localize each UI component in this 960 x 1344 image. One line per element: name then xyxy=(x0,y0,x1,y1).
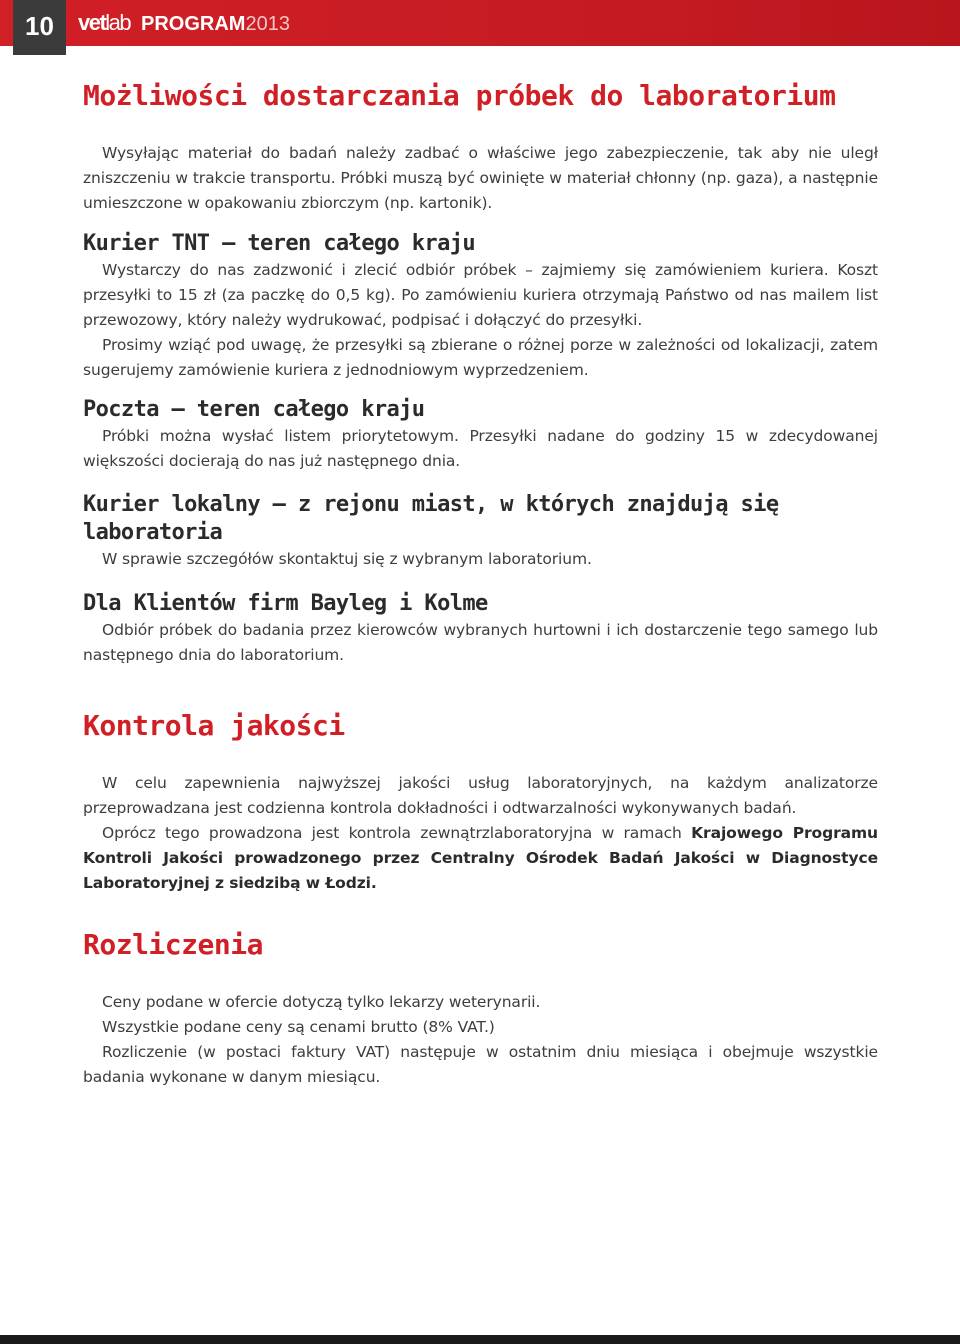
post-paragraph: Próbki można wysłać listem priorytetowym. Przesyłki nadane do godziny 15 w zdecydowanej większości docierają do nas już następnego dnia. xyxy=(83,427,878,470)
program-word: PROGRAM xyxy=(141,13,246,35)
vetlab-logo xyxy=(78,10,130,36)
logo-vet: vet xyxy=(78,10,106,35)
quality-paragraph-1: W celu zapewnienia najwyższej jakości usług laboratoryjnych, na każdym analizatorze przeprowadzana jest codzienna kontrola dokładności i odtwarzalności wykonywanych badań. xyxy=(83,774,878,817)
tnt-heading: Kurier TNT – teren całego kraju xyxy=(83,231,475,256)
local-courier-heading: Kurier lokalny – z rejonu miast, w których znajdują się laboratoria xyxy=(83,492,779,545)
clients-heading: Dla Klientów firm Bayleg i Kolme xyxy=(83,591,488,616)
billing-paragraph-1: Ceny podane w ofercie dotyczą tylko lekarzy weterynarii. xyxy=(102,993,541,1011)
tnt-paragraph-2: Prosimy wziąć pod uwagę, że przesyłki są zbierane o różnej porze w zależności od lokalizacji, zatem sugerujemy zamówienie kuriera z jednodniowym wyprzedzeniem. xyxy=(83,336,878,379)
local-courier-paragraph: W sprawie szczegółów skontaktuj się z wybranym laboratorium. xyxy=(102,550,592,568)
logo-lab: lab xyxy=(105,10,131,35)
program-year: 2013 xyxy=(245,13,290,35)
quality-program-name: Krajowego Programu Kontroli Jakości prowadzonego przez Centralny Ośrodek Badań Jakości w Diagnostyce Laboratoryjnej z siedzibą w Łodzi. xyxy=(83,824,878,892)
page-number: 10 xyxy=(13,0,66,55)
quality-paragraph-2 xyxy=(83,821,878,896)
quality-title: Kontrola jakości xyxy=(83,709,345,742)
clients-paragraph: Odbiór próbek do badania przez kierowców wybranych hurtowni i ich dostarczenie tego samego lub następnego dnia do laboratorium. xyxy=(83,621,878,664)
program-title xyxy=(141,11,290,37)
page-content xyxy=(83,78,878,1090)
tnt-paragraph-1: Wystarczy do nas zadzwonić i zlecić odbiór próbek – zajmiemy się zamówieniem kuriera. Koszt przesyłki to 15 zł (za paczkę do 0,5 kg). Po zamówieniu kuriera otrzymają Państwo od nas mailem list przewozowy, który należy wydrukować, podpisać i dołączyć do przesyłki. xyxy=(83,261,878,329)
post-heading: Poczta – teren całego kraju xyxy=(83,397,425,422)
billing-paragraph-3: Rozliczenie (w postaci faktury VAT) następuje w ostatnim dniu miesiąca i obejmuje wszystkie badania wykonane w danym miesiącu. xyxy=(83,1043,878,1086)
billing-paragraph-2: Wszystkie podane ceny są cenami brutto (8% VAT.) xyxy=(102,1018,495,1036)
delivery-title: Możliwości dostarczania próbek do laboratorium xyxy=(83,79,836,112)
billing-title: Rozliczenia xyxy=(83,928,263,961)
footer-bar xyxy=(0,1335,960,1344)
quality-paragraph-2-text: Oprócz tego prowadzona jest kontrola zewnątrzlaboratoryjna w ramach xyxy=(102,824,692,842)
delivery-intro: Wysyłając materiał do badań należy zadbać o właściwe jego zabezpieczenie, tak aby nie uległ zniszczeniu w trakcie transportu. Próbki muszą być owinięte w materiał chłonny (np. gaza), a następnie umieszczone w opakowaniu zbiorczym (np. kartonik). xyxy=(83,144,878,212)
